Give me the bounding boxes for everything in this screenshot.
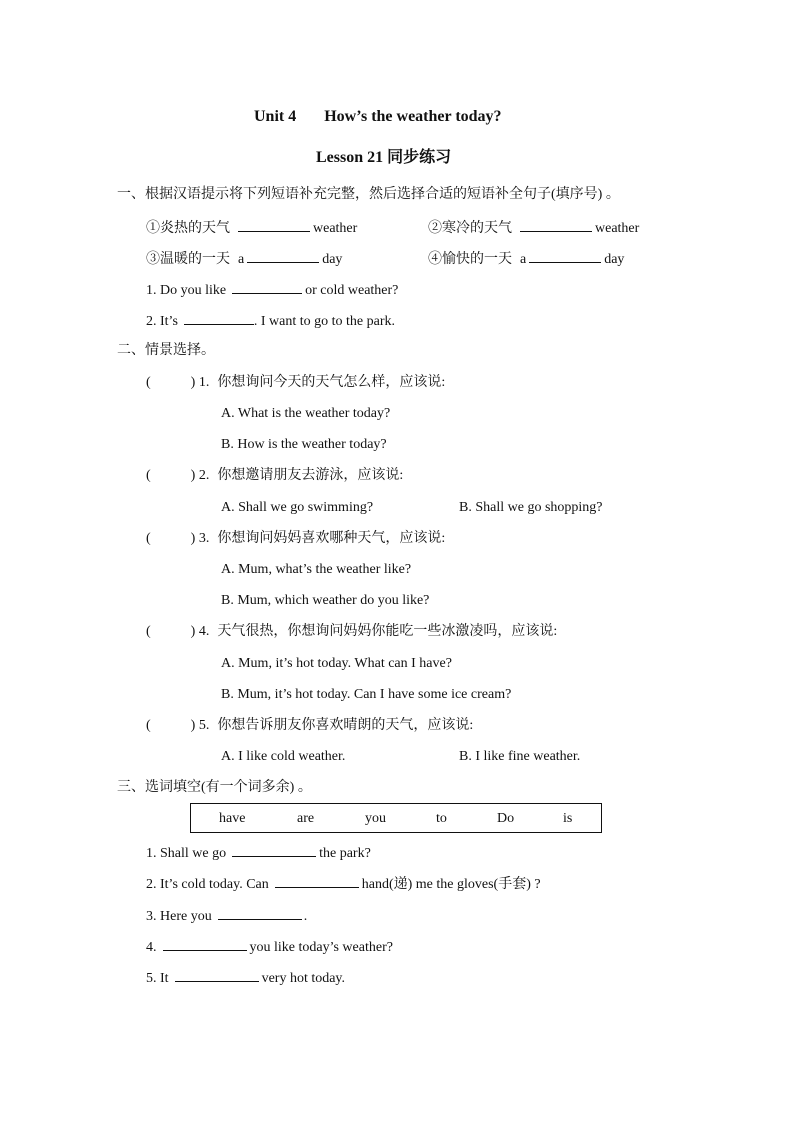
- word-do: Do: [497, 811, 515, 826]
- question-3: ( ) 3. 你想询问妈妈喜欢哪种天气，应该说:: [146, 531, 446, 546]
- answer-blank[interactable]: [247, 249, 319, 263]
- answer-paren[interactable]: (: [146, 718, 151, 733]
- answer-blank[interactable]: [275, 874, 359, 888]
- question-5: ( ) 5. 你想告诉朋友你喜欢晴朗的天气，应该说:: [146, 718, 474, 733]
- q4-option-a: A. Mum, it’s hot today. What can I have?: [221, 656, 452, 671]
- unit-topic: How’s the weather today?: [324, 108, 502, 125]
- question-4: ( ) 4. 天气很热，你想询问妈妈你能吃一些冰激凌吗，应该说:: [146, 624, 558, 639]
- phrase-2: ②寒冷的天气 weather: [428, 218, 639, 238]
- word-is: is: [563, 811, 573, 826]
- sentence-2: 2. It’s . I want to go to the park.: [146, 311, 395, 331]
- fill-sentence-4: 4. you like today’s weather?: [146, 937, 393, 957]
- lesson-title: Lesson 21 同步练习: [316, 149, 452, 166]
- section3-heading: 三、选词填空(有一个词多余) 。: [117, 780, 312, 795]
- answer-blank[interactable]: [232, 280, 302, 294]
- word-you: you: [365, 811, 386, 826]
- answer-paren[interactable]: (: [146, 624, 151, 639]
- answer-paren[interactable]: (: [146, 531, 151, 546]
- unit-title: [254, 108, 502, 126]
- word-to: to: [436, 811, 447, 826]
- word-are: are: [297, 811, 315, 826]
- fill-sentence-1: 1. Shall we go the park?: [146, 843, 371, 863]
- question-2: ( ) 2. 你想邀请朋友去游泳，应该说:: [146, 468, 404, 483]
- answer-blank[interactable]: [175, 968, 259, 982]
- q1-option-b: B. How is the weather today?: [221, 437, 387, 452]
- q2-option-a: A. Shall we go swimming?: [221, 500, 374, 515]
- fill-sentence-3: 3. Here you .: [146, 906, 307, 926]
- q5-option-b: B. I like fine weather.: [459, 749, 581, 764]
- answer-blank[interactable]: [238, 218, 310, 232]
- phrase-4: ④愉快的一天 a day: [428, 249, 624, 269]
- answer-blank[interactable]: [163, 937, 247, 951]
- question-1: ( ) 1. 你想询问今天的天气怎么样，应该说:: [146, 375, 446, 390]
- sentence-1: 1. Do you like or cold weather?: [146, 280, 398, 300]
- answer-blank[interactable]: [218, 906, 302, 920]
- phrase-1: ①炎热的天气 weather: [146, 218, 357, 238]
- word-bank: [190, 803, 602, 833]
- answer-blank[interactable]: [232, 843, 316, 857]
- q3-option-b: B. Mum, which weather do you like?: [221, 593, 430, 608]
- fill-sentence-2: 2. It’s cold today. Can hand(递) me the gloves(手套) ?: [146, 874, 541, 894]
- answer-paren[interactable]: (: [146, 468, 151, 483]
- answer-blank[interactable]: [520, 218, 592, 232]
- word-have: have: [219, 811, 246, 826]
- q3-option-a: A. Mum, what’s the weather like?: [221, 562, 412, 577]
- answer-paren[interactable]: (: [146, 375, 151, 390]
- phrase-3: ③温暖的一天 a day: [146, 249, 342, 269]
- section1-heading: 一、根据汉语提示将下列短语补充完整，然后选择合适的短语补全句子(填序号) 。: [117, 187, 620, 202]
- answer-blank[interactable]: [529, 249, 601, 263]
- section2-heading: 二、情景选择。: [117, 343, 215, 358]
- q5-option-a: A. I like cold weather.: [221, 749, 346, 764]
- unit-number: Unit 4: [254, 108, 297, 125]
- q1-option-a: A. What is the weather today?: [221, 406, 391, 421]
- q2-option-b: B. Shall we go shopping?: [459, 500, 603, 515]
- answer-blank[interactable]: [184, 311, 254, 325]
- q4-option-b: B. Mum, it’s hot today. Can I have some ice cream?: [221, 687, 512, 702]
- fill-sentence-5: 5. It very hot today.: [146, 968, 345, 988]
